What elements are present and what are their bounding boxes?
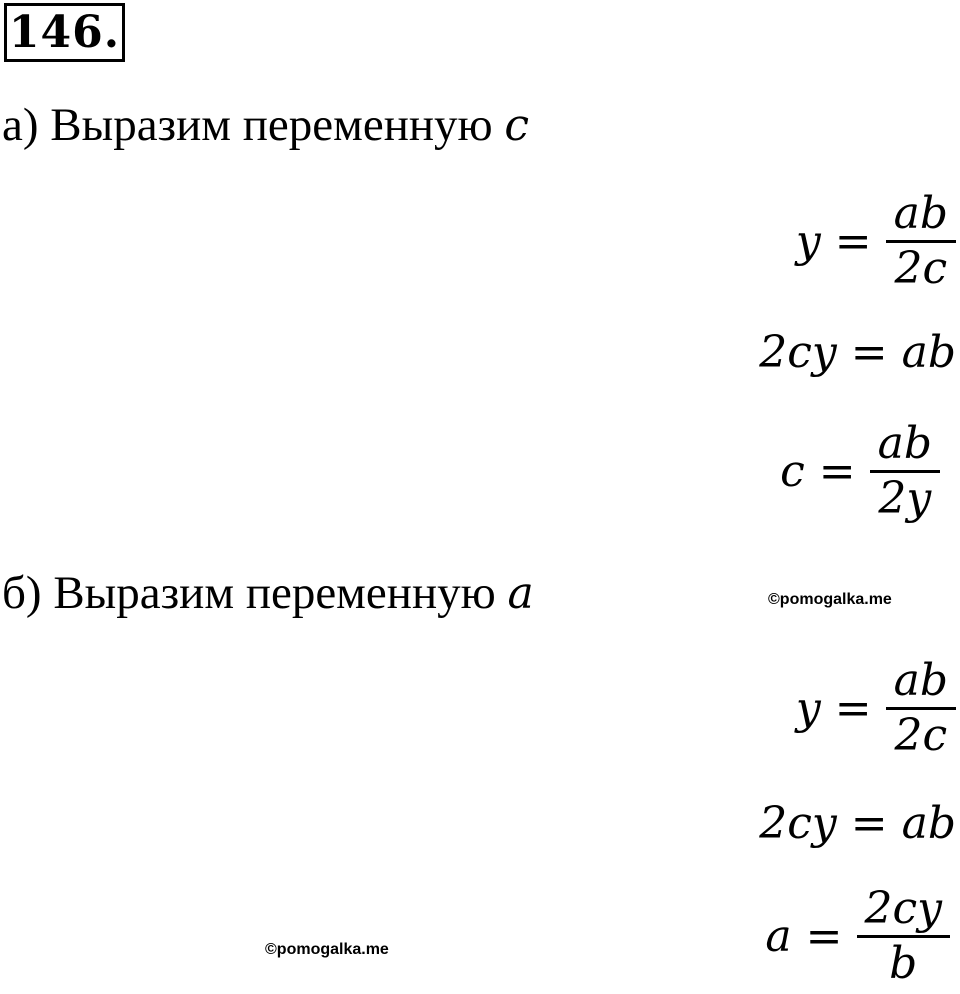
watermark-bottom: ©pomogalka.me [265, 941, 389, 958]
problem-number: 146. [4, 3, 125, 62]
part-b-equation-1 [796, 655, 956, 762]
fraction-numerator: ab [893, 655, 948, 706]
part-b-heading [2, 563, 534, 624]
fraction-denominator: 2c [894, 710, 948, 761]
fraction [886, 188, 956, 295]
equation-lhs: y [795, 216, 821, 267]
equation-lhs: a [765, 911, 792, 962]
part-a-heading [2, 95, 529, 156]
fraction [886, 655, 956, 762]
part-a-equation-3 [780, 418, 940, 525]
part-a-heading-text: а) Выразим переменную [2, 99, 493, 151]
fraction-numerator: 2cy [864, 883, 942, 934]
fraction-numerator: ab [877, 418, 932, 469]
fraction-numerator: ab [893, 188, 948, 239]
fraction [857, 883, 951, 990]
fraction-denominator: b [889, 938, 918, 989]
fraction-denominator: 2y [878, 473, 932, 524]
equation-lhs: c [780, 446, 805, 497]
part-a-equation-2 [759, 323, 956, 383]
fraction-denominator: 2c [894, 243, 948, 294]
equation-text: 2cy = ab [759, 327, 956, 378]
part-b-equation-2 [759, 794, 956, 854]
equation-operator: = [834, 683, 872, 734]
equation-operator: = [818, 446, 856, 497]
part-b-equation-3 [765, 883, 950, 990]
fraction [870, 418, 940, 525]
part-a-variable: c [504, 100, 530, 151]
watermark-top: ©pomogalka.me [768, 591, 892, 608]
equation-text: 2cy = ab [759, 798, 956, 849]
equation-lhs: y [795, 683, 821, 734]
equation-operator: = [805, 911, 843, 962]
part-a-equation-1 [796, 188, 956, 295]
equation-operator: = [834, 216, 872, 267]
part-b-heading-text: б) Выразим переменную [2, 567, 496, 619]
part-b-variable: a [507, 568, 534, 619]
